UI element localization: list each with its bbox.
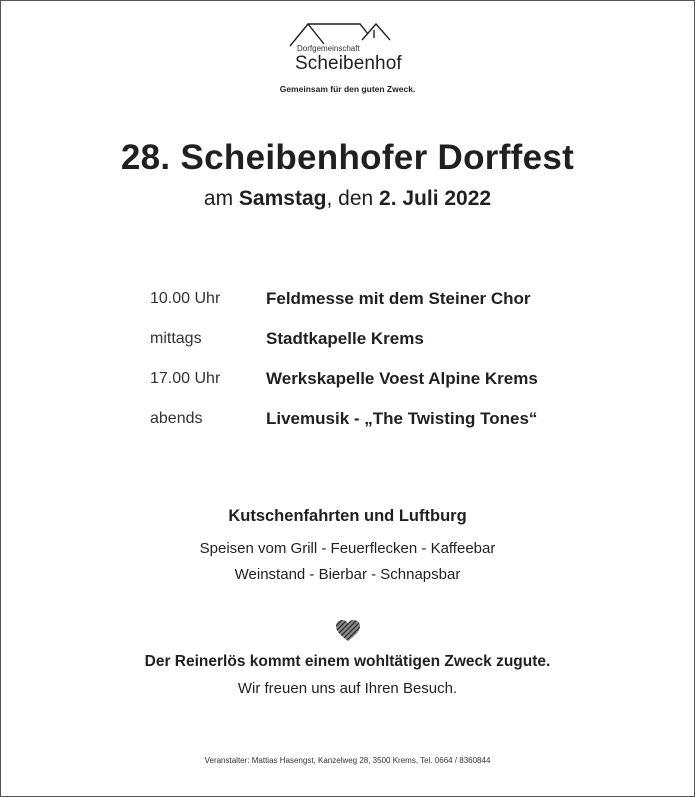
program-time: mittags [150, 330, 202, 347]
program-event: Livemusik - „The Twisting Tones“ [266, 409, 538, 428]
visit-note: Wir freuen uns auf Ihren Besuch. [237, 680, 458, 697]
organizer-info: Veranstalter: Mattias Hasengst, Kanzelweg 28, 3500 Krems, Tel. 0664 / 8360844 [204, 756, 491, 765]
program-row [150, 406, 630, 446]
subtitle-date: 2. Juli 2022 [379, 187, 492, 210]
program-time: 17.00 Uhr [150, 370, 221, 387]
extras-line-food: Speisen vom Grill - Feuerflecken - Kaffeebar [199, 540, 496, 557]
subtitle-prefix: am [203, 187, 239, 210]
subtitle-day: Samstag [238, 187, 327, 210]
subtitle [0, 187, 695, 211]
logo-name: Scheibenhof [295, 53, 402, 74]
program-row [150, 366, 630, 406]
program-time: 10.00 Uhr [150, 290, 221, 307]
charity-note: Der Reinerlös kommt einem wohltätigen Zweck zugute. [144, 653, 551, 670]
extras-line-drinks: Weinstand - Bierbar - Schnapsbar [234, 566, 461, 583]
program-row [150, 286, 630, 326]
program-event: Feldmesse mit dem Steiner Chor [266, 289, 531, 308]
program-time: abends [150, 410, 203, 427]
slogan: Gemeinsam für den guten Zweck. [279, 84, 416, 94]
program-event: Werkskapelle Voest Alpine Krems [266, 369, 538, 388]
extras-title: Kutschenfahrten und Luftburg [228, 507, 467, 525]
heart-icon [336, 620, 360, 647]
logo-small-text: Dorfgemeinschaft [297, 44, 360, 53]
program-row [150, 326, 630, 366]
program-list [150, 286, 630, 446]
subtitle-middle: , den [326, 187, 380, 210]
program-event: Stadtkapelle Krems [266, 329, 424, 348]
page-title: 28. Scheibenhofer Dorffest [120, 138, 575, 177]
